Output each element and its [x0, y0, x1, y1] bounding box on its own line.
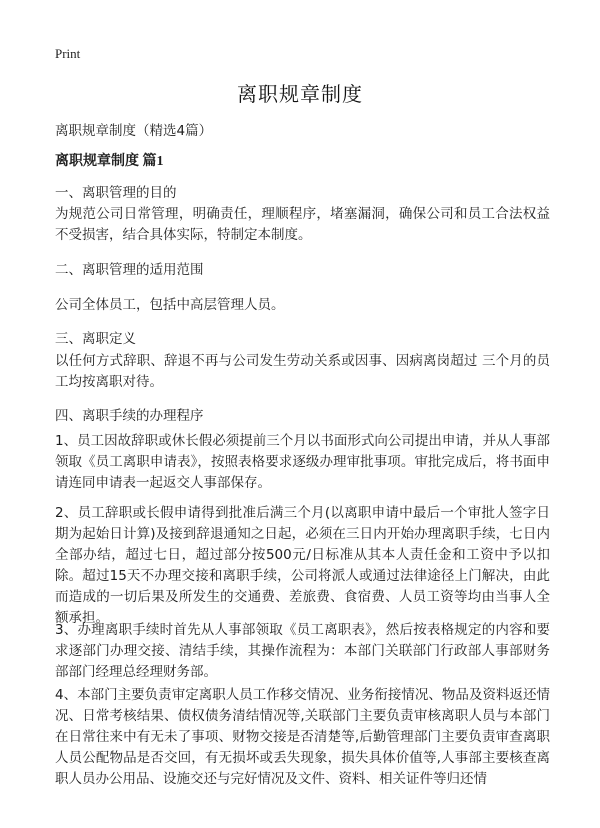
paragraph-purpose: 为规范公司日常管理，明确责任，理顺程序，堵塞漏洞，确保公司和员工合法权益不受损害，结合具体实际，特制定本制度。: [55, 206, 550, 243]
paragraph-procedure-4: 4、本部门主要负责审定离职人员工作移交情况、业务衔接情况、物品及资料返还情况、日常考核结果、债权债务清结情况等,关联部门主要负责审核离职人员与本部门在日常往来中有无未了事项、财物交接是否清楚等,后勤管理部门主要负责审查离职人员公配物品是否交回，有无损坏或丢失现象，损失具体价值等,人事部主要核查离职人员办公用品、设施交还与完好情况及文件、资料、相关证件等归还情: [55, 687, 550, 787]
heading-scope: 二、离职管理的适用范围: [55, 262, 204, 278]
document-subtitle: 离职规章制度（精选4篇）: [55, 123, 213, 139]
document-title: 离职规章制度: [237, 82, 363, 106]
paragraph-scope: 公司全体员工，包括中高层管理人员。: [55, 297, 285, 313]
heading-purpose: 一、离职管理的目的: [55, 185, 177, 201]
heading-definition: 三、离职定义: [55, 331, 136, 347]
paragraph-procedure-2: 2、员工辞职或长假申请得到批准后满三个月(以离职申请中最后一个审批人签字日期为起始日计算)及接到辞退通知之日起，必须在三日内开始办理离职手续，七日内全部办结，超过七日，超过部分按500元/日标准从其本人责任金和工资中予以扣除。超过15天不办理交接和离职手续，公司将派人或通过法律途径上门解决，由此而造成的一切后果及所发生的交通费、差旅费、食宿费、人员工资等均由当事人全额承担。: [55, 505, 550, 626]
print-label: Print: [55, 46, 81, 61]
paragraph-procedure-1: 1、员工因故辞职或休长假必须提前三个月以书面形式向公司提出申请，并从人事部领取《员工离职申请表》，按照表格要求逐级办理审批事项。审批完成后，将书面申请连同申请表一起返交人事部保存。: [55, 433, 550, 491]
paragraph-definition: 以任何方式辞职、辞退不再与公司发生劳动关系或因事、因病离岗超过 三个月的员工均按离职对待。: [55, 353, 550, 390]
heading-procedure: 四、离职手续的办理程序: [55, 408, 204, 424]
paragraph-procedure-3: 3、办理离职手续时首先从人事部领取《员工离职表》，然后按表格规定的内容和要求逐部门办理交接、清结手续，其操作流程为：本部门关联部门行政部人事部财务部部门经理总经理财务部。: [55, 622, 550, 680]
section-title: 离职规章制度 篇1: [55, 154, 164, 169]
